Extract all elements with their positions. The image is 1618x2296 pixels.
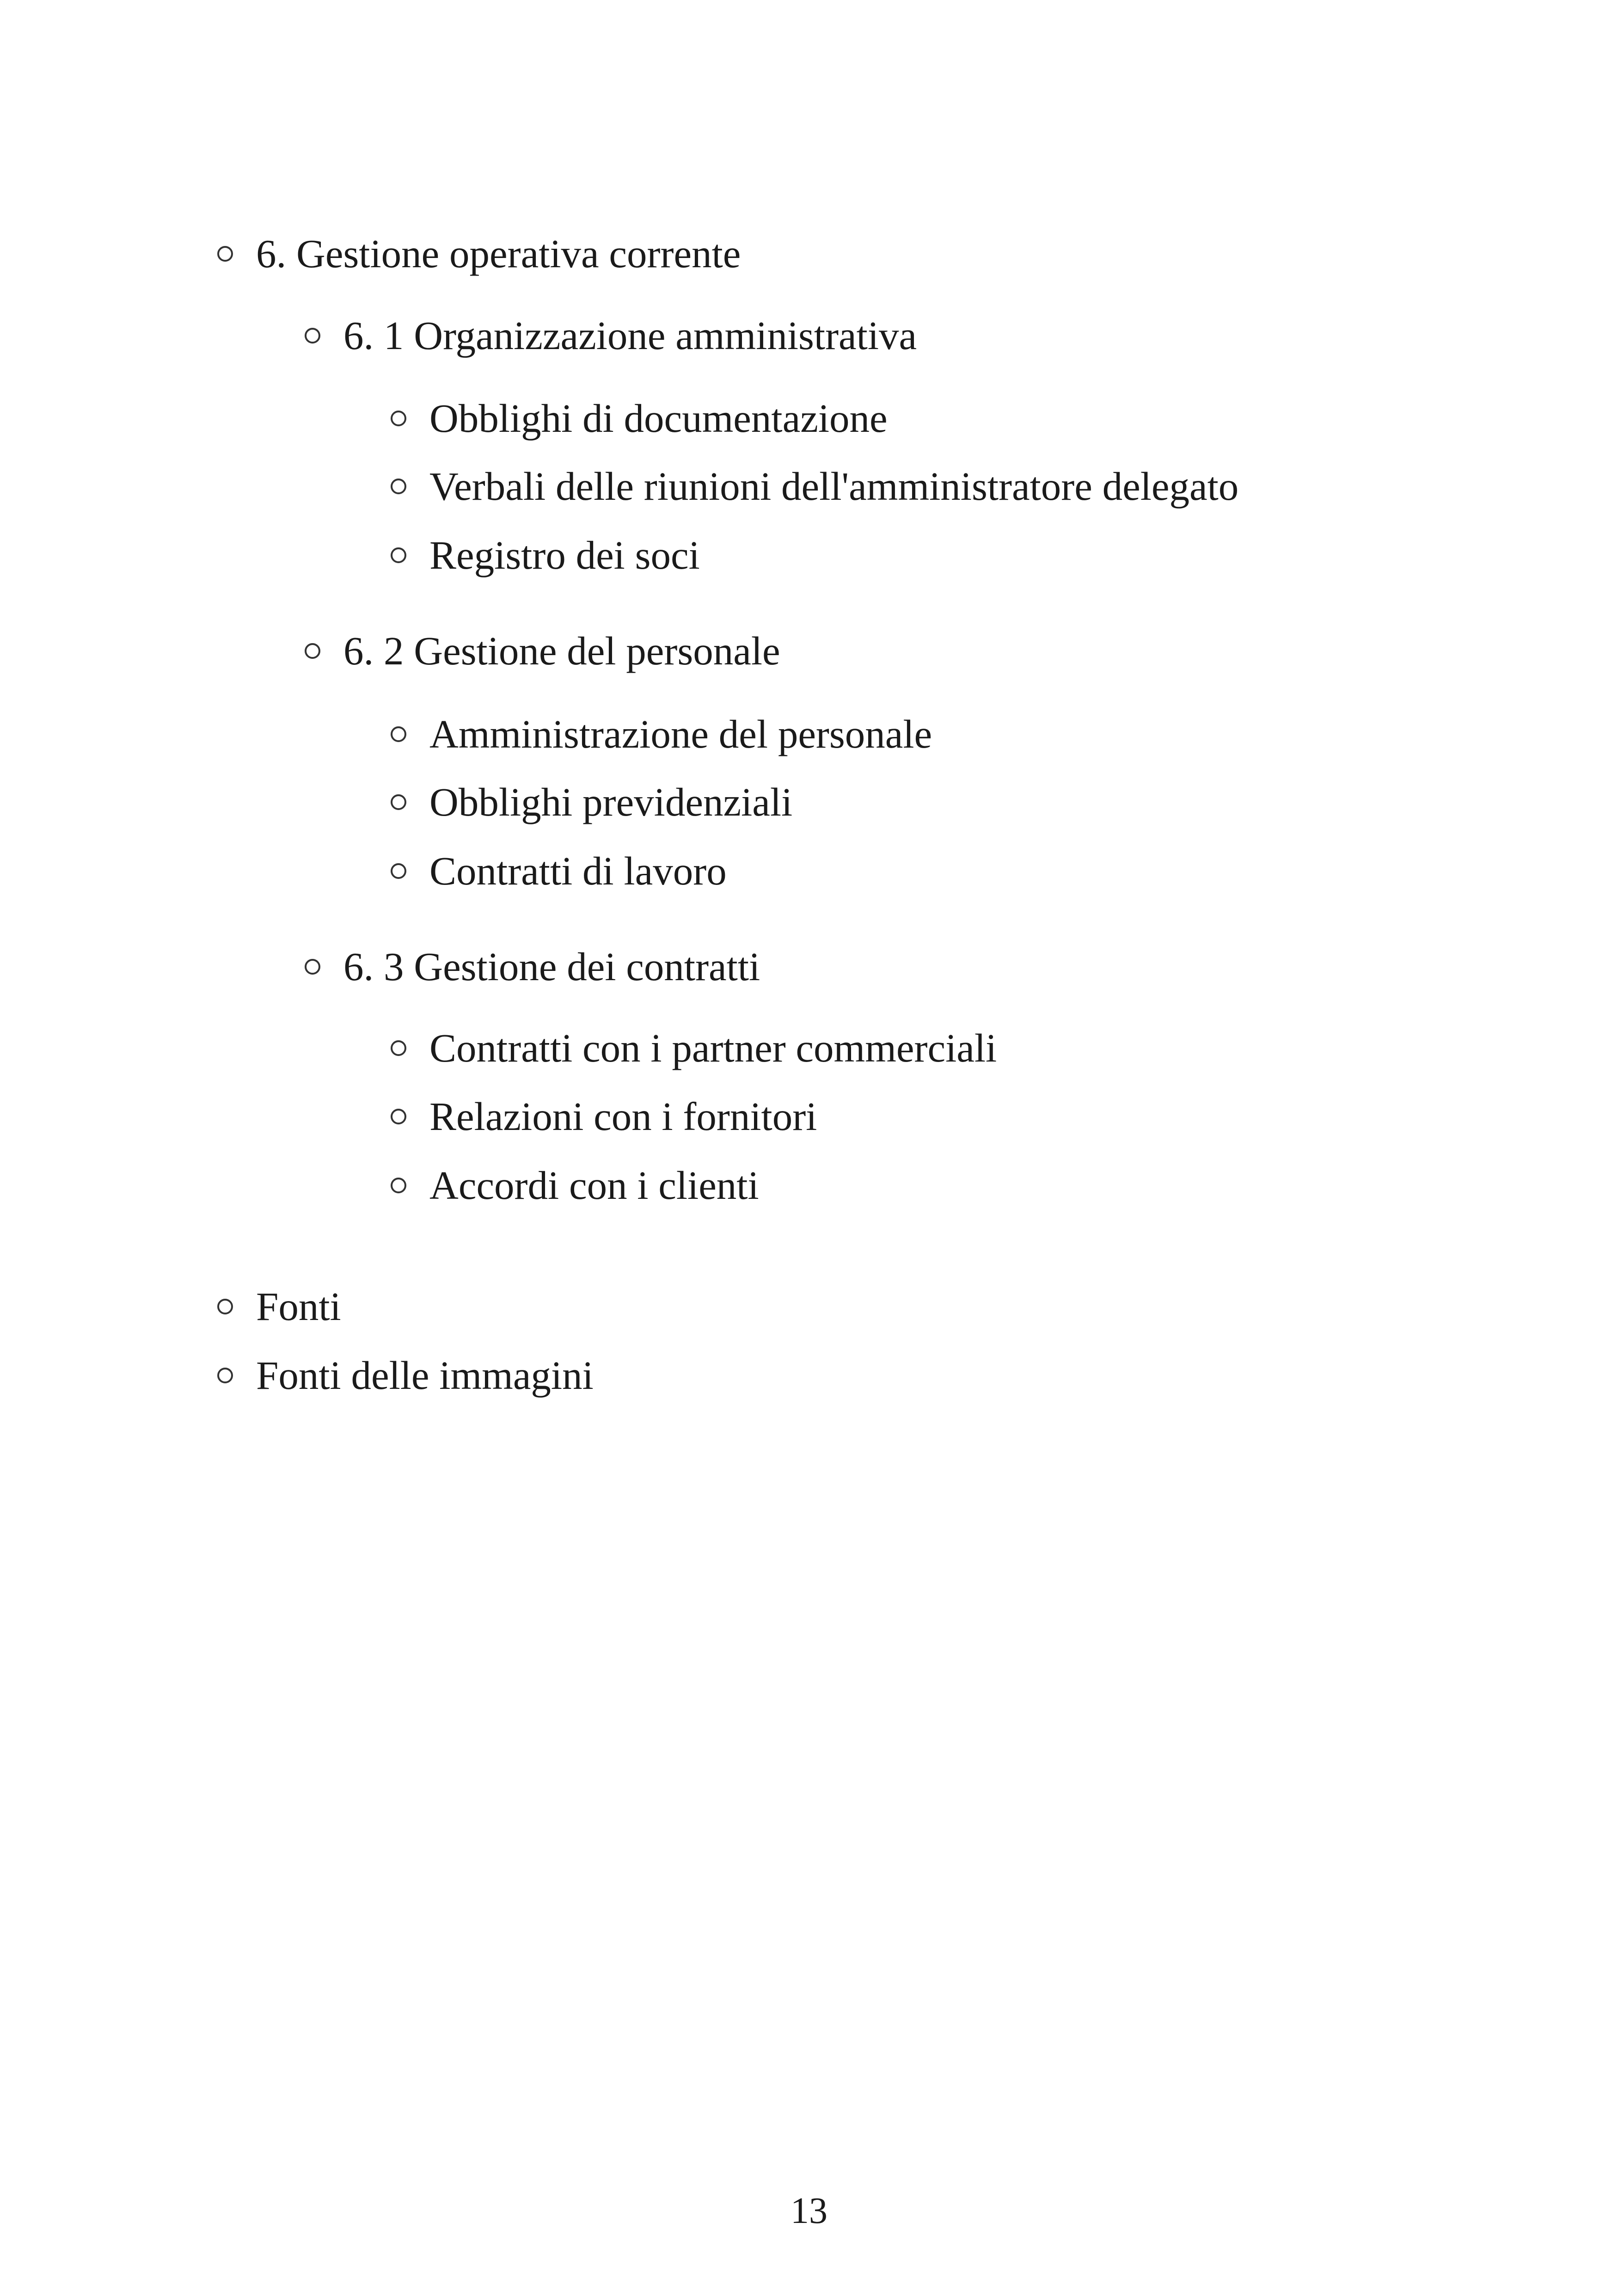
list-item: [391, 782, 792, 822]
list-item: [391, 464, 1239, 509]
list-item-label: Fonti: [256, 1284, 341, 1329]
list-item-label: Amministrazione del personale: [429, 712, 932, 756]
circle-bullet-icon: [305, 328, 320, 344]
circle-bullet-icon: [391, 1109, 406, 1124]
list-item: [391, 1025, 997, 1070]
list-item-label: Accordi con i clienti: [429, 1163, 759, 1208]
list-item: [391, 535, 700, 575]
list-item-label: Relazioni con i fornitori: [429, 1094, 817, 1139]
list-item: [217, 1284, 341, 1329]
circle-bullet-icon: [217, 1299, 233, 1314]
list-item: [217, 233, 741, 274]
circle-bullet-icon: [391, 1040, 406, 1056]
circle-bullet-icon: [217, 246, 233, 262]
list-item: [391, 1094, 817, 1139]
circle-bullet-icon: [391, 547, 406, 563]
circle-bullet-icon: [391, 411, 406, 426]
page-number: 13: [791, 2191, 827, 2231]
list-item: [217, 1353, 594, 1398]
list-item: [391, 1163, 759, 1208]
list-item-label: Obblighi previdenziali: [429, 780, 793, 824]
circle-bullet-icon: [391, 726, 406, 742]
circle-bullet-icon: [391, 1178, 406, 1193]
list-item: [391, 396, 888, 441]
list-item-label: 6. 3 Gestione dei contratti: [343, 944, 760, 989]
circle-bullet-icon: [217, 1368, 233, 1383]
list-item-label: 6. 2 Gestione del personale: [343, 628, 780, 673]
list-item-label: 6. Gestione operativa corrente: [256, 231, 741, 276]
list-item-label: 6. 1 Organizzazione amministrativa: [343, 313, 917, 358]
list-item: [391, 714, 932, 754]
list-item-label: Obblighi di documentazione: [429, 396, 888, 441]
circle-bullet-icon: [391, 479, 406, 494]
list-item-label: Registro dei soci: [429, 533, 700, 577]
circle-bullet-icon: [305, 643, 320, 659]
list-item: [391, 848, 727, 893]
list-item: [305, 946, 760, 987]
circle-bullet-icon: [391, 794, 406, 810]
circle-bullet-icon: [391, 863, 406, 879]
list-item: [305, 628, 780, 673]
list-item-label: Fonti delle immagini: [256, 1353, 594, 1398]
list-item: [305, 315, 917, 356]
list-item-label: Verbali delle riunioni dell'amministratore delegato: [429, 464, 1239, 509]
list-item-label: Contratti di lavoro: [429, 848, 727, 893]
list-item-label: Contratti con i partner commerciali: [429, 1025, 997, 1070]
circle-bullet-icon: [305, 959, 320, 975]
